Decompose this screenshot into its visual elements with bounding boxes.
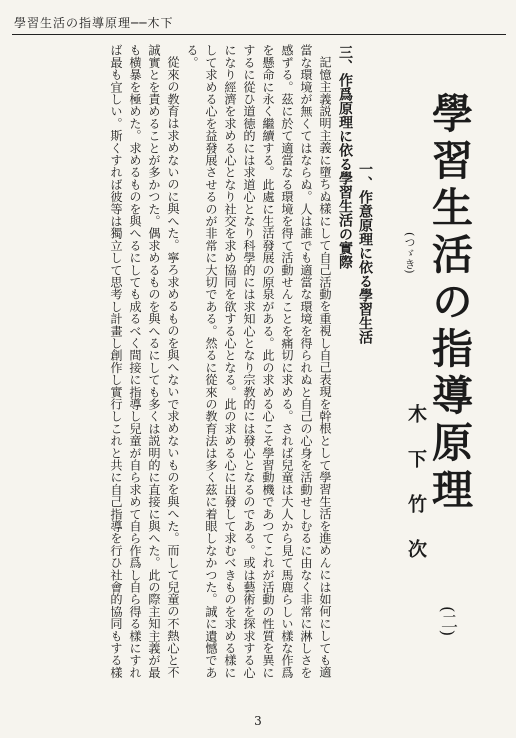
article-body — [54, 44, 334, 684]
body-paragraph-1: 記憶主義説明主義に墮ちぬ樣にして自己活動を重視し自己表現を幹根として學習生活を進めんには如何にしても適當な環境が無くてはならぬ。人は誰でも適當な環境を得られぬと自己の心身を活動せしむるに由なく非常に淋しさを感ずる。茲に於て適當なる環境を得て活動せんことを痛切に求める。されば兒童は大人から見て馬鹿らしい樣な作爲を懸命に永く繼續する。此處に生活發展の原泉がある。此の求める心こそ學習動機であつてこれが活動の性質を異にするに從ひ道徳的には求道心となり科學的には求知心となり宗教的には發心となるのである。或は藝術を探求する心になり經濟を求める心となり社交を求め協同を欲する心となる。此の求める心に出發して求むべきものを求める樣にして求める心を益發展させるのが非常に大切である。然るに從來の教育法は多く茲に着眼しなかつた。誠に遺憾である。 — [185, 44, 332, 679]
section-heading-3: 三、作爲原理に依る學習生活の實際 — [337, 45, 353, 269]
body-paragraph-2: 從來の教育は求めないのに與へた。寧ろ求めるものを與へないで求めないものを與へた。而して兒童の不熱心と不誠實とを責めることが多かつた。偶求めるものを與へるにしても多くは説明的に直接に與へた。此の際主知主義が最も横暴を極めた。求めるものを與へるにしても成るべく間接に指導し兒童が自ら求めて自ら作爲し自ら得る樣にすれば最も宜しい。斯くすれば彼等は獨立して思考し計畫し創作し實行しこれと共に自己指導を行ひ社會的協同もする樣 — [109, 44, 180, 679]
author-name: 木下竹次 — [405, 404, 427, 584]
running-header: 學習生活の指導原理──木下 — [14, 16, 174, 30]
article-part-number: (二) — [437, 606, 457, 637]
section-heading-1: 一、作意原理に依る學習生活 — [357, 162, 373, 344]
page-number: 3 — [254, 714, 262, 728]
article-title: 學習生活の指導原理 — [425, 92, 473, 515]
continued-note: (つゞき) — [403, 232, 416, 274]
header-rule — [12, 34, 506, 35]
